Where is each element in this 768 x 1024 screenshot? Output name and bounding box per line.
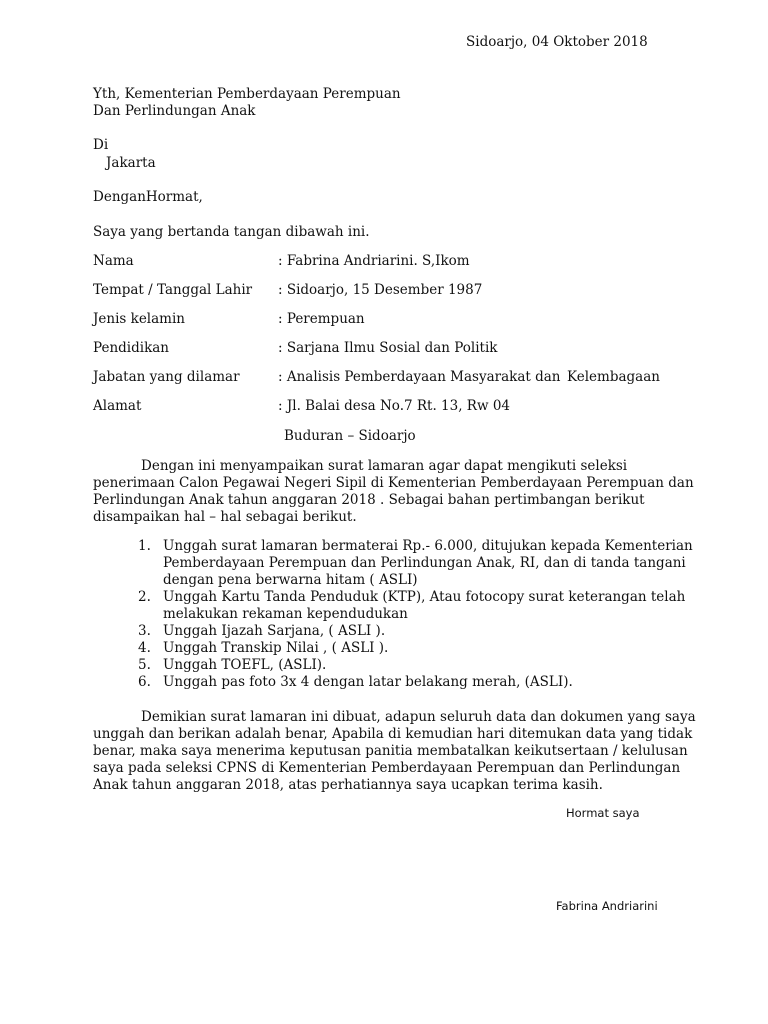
field-value-position-extra: Kelembagaan: [567, 369, 660, 385]
intro-line: Saya yang bertanda tangan dibawah ini.: [93, 224, 370, 240]
recipient-city: Jakarta: [106, 155, 156, 171]
closing-text: Hormat saya: [566, 806, 640, 820]
field-value-address-line-2: Buduran – Sidoarjo: [284, 428, 416, 444]
field-label-position: Jabatan yang dilamar: [93, 369, 240, 385]
list-item-line: Unggah surat lamaran bermaterai Rp.- 6.000, ditujukan kepada Kementerian: [163, 538, 693, 554]
list-item-line: Unggah Kartu Tanda Penduduk (KTP), Atau fotocopy surat keterangan telah: [163, 589, 686, 605]
list-item-line: Unggah Transkip Nilai , ( ASLI ).: [163, 640, 389, 656]
signature-name: Fabrina Andriarini: [556, 899, 658, 913]
field-value-ttl: : Sidoarjo, 15 Desember 1987: [278, 282, 483, 298]
field-value-address: : Jl. Balai desa No.7 Rt. 13, Rw 04: [278, 398, 510, 414]
recipient-line-2: Dan Perlindungan Anak: [93, 103, 256, 119]
field-value-position: : Analisis Pemberdayaan Masyarakat dan: [278, 369, 561, 385]
paragraph-closing-line: Demikian surat lamaran ini dibuat, adapun seluruh data dan dokumen yang saya: [141, 709, 696, 725]
salutation: DenganHormat,: [93, 189, 203, 205]
paragraph-closing-line: Anak tahun anggaran 2018, atas perhatiannya saya ucapkan terima kasih.: [93, 777, 603, 793]
paragraph-intro: [93, 458, 694, 526]
paragraph-intro-line: Perlindungan Anak tahun anggaran 2018 . Sebagai bahan pertimbangan berikut: [93, 492, 645, 508]
field-value-education: : Sarjana Ilmu Sosial dan Politik: [278, 340, 498, 356]
paragraph-closing-line: benar, maka saya menerima keputusan panitia membatalkan keikutsertaan / kelulusan: [93, 743, 688, 759]
paragraph-intro-line: disampaikan hal – hal sebagai berikut.: [93, 509, 357, 525]
field-label-gender: Jenis kelamin: [93, 311, 185, 327]
field-label-nama: Nama: [93, 253, 134, 269]
list-item-line: melakukan rekaman kependudukan: [163, 606, 408, 622]
list-item-line: Pemberdayaan Perempuan dan Perlindungan Anak, RI, dan di tanda tangani: [163, 555, 686, 571]
field-label-ttl: Tempat / Tanggal Lahir: [93, 282, 253, 298]
list-number: 4.: [138, 640, 151, 656]
recipient-line-1: Yth, Kementerian Pemberdayaan Perempuan: [93, 86, 401, 102]
field-label-address: Alamat: [93, 398, 142, 414]
paragraph-closing-line: saya pada seleksi CPNS di Kementerian Pemberdayaan Perempuan dan Perlindungan: [93, 760, 681, 776]
list-item-line: dengan pena berwarna hitam ( ASLI): [163, 572, 418, 588]
list-number: 6.: [138, 674, 151, 690]
list-number: 3.: [138, 623, 151, 639]
field-label-education: Pendidikan: [93, 340, 170, 356]
list-number: 1.: [138, 538, 151, 554]
field-value-nama: : Fabrina Andriarini. S,Ikom: [278, 253, 470, 269]
list-number: 5.: [138, 657, 151, 673]
paragraph-closing: [93, 709, 696, 794]
paragraph-closing-line: unggah dan berikan adalah benar, Apabila di kemudian hari ditemukan data yang tidak: [93, 726, 693, 742]
list-item-line: Unggah pas foto 3x 4 dengan latar belakang merah, (ASLI).: [163, 674, 573, 690]
letter-date: Sidoarjo, 04 Oktober 2018: [466, 34, 648, 50]
list-item-line: Unggah TOEFL, (ASLI).: [163, 657, 327, 673]
list-number: 2.: [138, 589, 151, 605]
recipient-di: Di: [93, 137, 109, 153]
field-value-gender: : Perempuan: [278, 311, 365, 327]
paragraph-intro-line: penerimaan Calon Pegawai Negeri Sipil di Kementerian Pemberdayaan Perempuan dan: [93, 475, 694, 491]
list-item-line: Unggah Ijazah Sarjana, ( ASLI ).: [163, 623, 386, 639]
paragraph-intro-line: Dengan ini menyampaikan surat lamaran agar dapat mengikuti seleksi: [141, 458, 628, 474]
